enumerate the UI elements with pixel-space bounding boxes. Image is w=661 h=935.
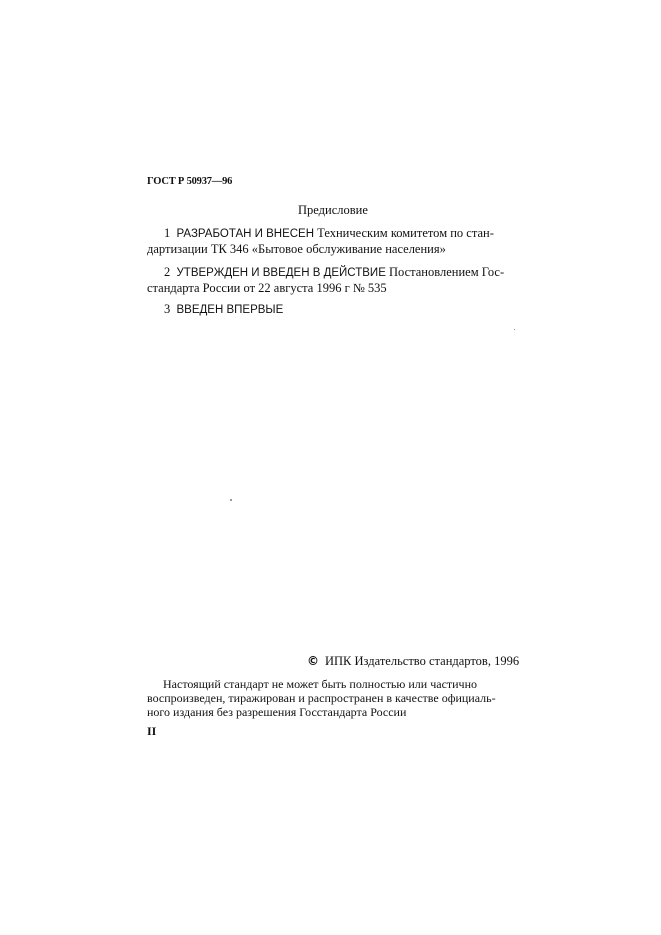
scan-speck [514, 329, 515, 330]
preface-item-1 [147, 226, 519, 256]
notice-line-1: Настоящий стандарт не может быть полностью или частично [163, 677, 478, 691]
preface-title: Предисловие [298, 203, 368, 217]
reproduction-notice [147, 677, 519, 719]
copyright [307, 654, 519, 669]
preface-item-2-line-1 [147, 265, 519, 281]
notice-line-2: воспроизведен, тиражирован и распространен в качестве официаль- [147, 691, 496, 705]
copyright-sign: © [307, 654, 319, 668]
page-number: II [147, 724, 157, 738]
scan-speck [230, 499, 232, 501]
item-heading: УТВЕРЖДЕН И ВВЕДЕН В ДЕЙСТВИЕ [176, 267, 386, 279]
preface-item-1-line-2: дартизации ТК 346 «Бытовое обслуживание населения» [147, 241, 446, 256]
preface-item-2 [147, 265, 519, 295]
item-number: 2 [164, 265, 171, 279]
document-code: ГОСТ Р 50937—96 [147, 176, 233, 187]
copyright-text: ИПК Издательство стандартов, 1996 [325, 654, 520, 668]
item-number: 3 [164, 302, 171, 316]
notice-line-3: ного издания без разрешения Госстандарта России [147, 705, 407, 719]
item-heading: РАЗРАБОТАН И ВНЕСЕН [176, 228, 315, 240]
preface-item-3 [147, 302, 519, 318]
item-heading: ВВЕДЕН ВПЕРВЫЕ [176, 304, 284, 316]
item-number: 1 [164, 226, 171, 240]
preface-item-1-line-1 [147, 226, 519, 242]
item-text: Техническим комитетом по стан- [317, 226, 494, 240]
item-text: Постановлением Гос- [389, 265, 505, 279]
preface-item-2-line-2: стандарта России от 22 августа 1996 г № 535 [147, 280, 387, 295]
preface-item-3-line-1 [147, 302, 519, 318]
